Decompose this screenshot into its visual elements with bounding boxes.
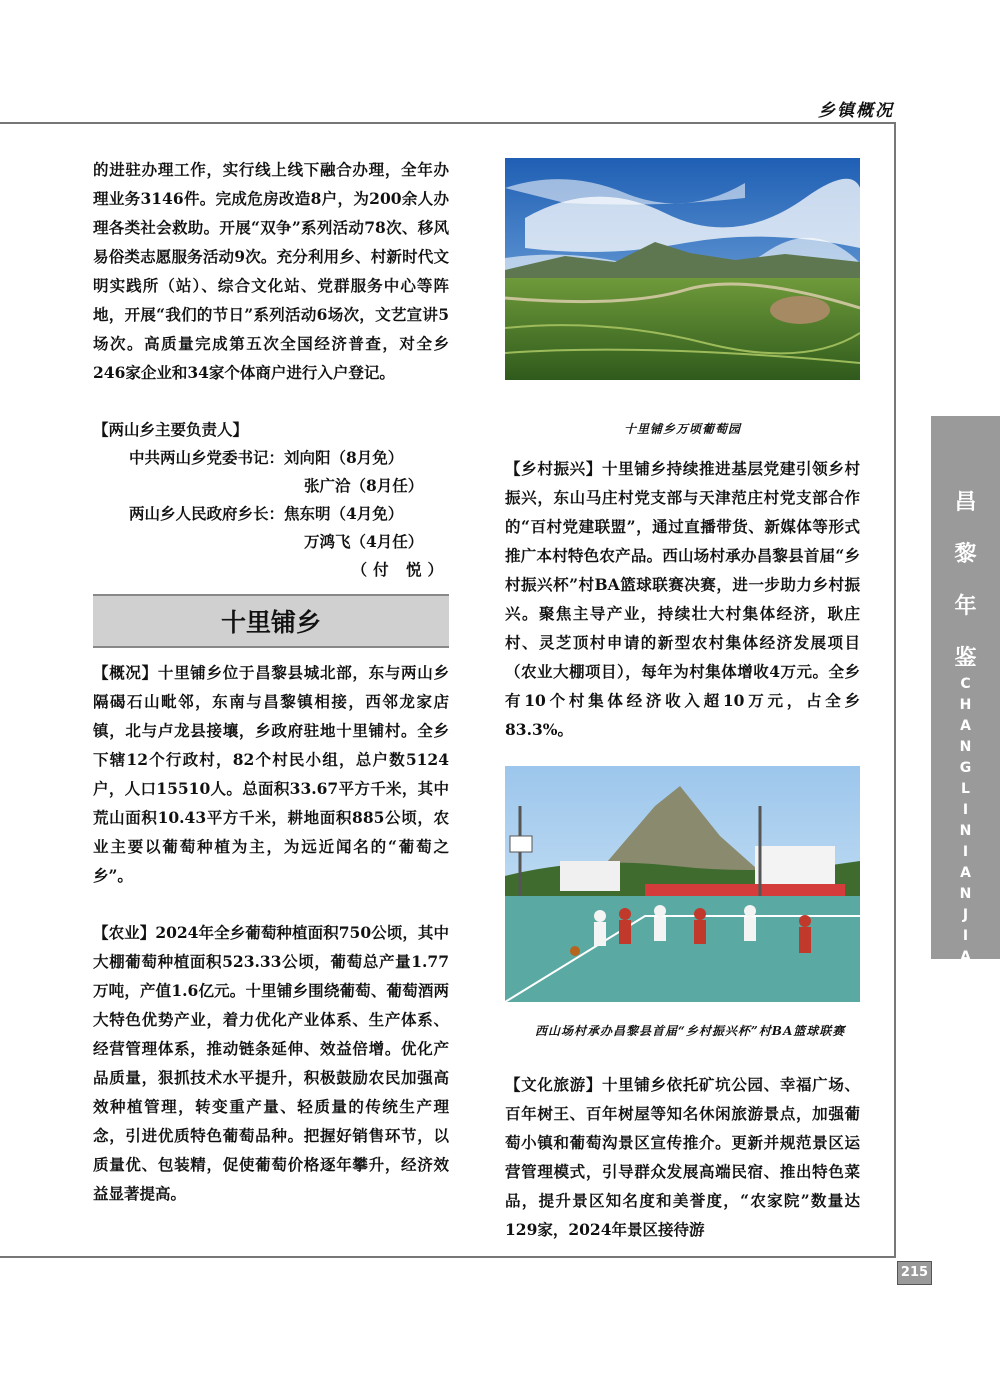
- side-tab-chinese-title: [931, 476, 1000, 684]
- leader-name: 张广洽（8月任）: [304, 476, 424, 495]
- leader-name: 刘向阳（8月免）: [284, 448, 404, 467]
- side-letter: N: [959, 970, 972, 986]
- basketball-photo: [505, 766, 860, 1002]
- side-letter: I: [962, 844, 969, 860]
- side-char: 鉴: [954, 645, 977, 671]
- overview-text: 十里铺乡位于昌黎县城北部，东与两山乡隔碣石山毗邻，东南与昌黎镇相接，西邻龙家店镇，北与卢龙县接壤，乡政府驻地十里铺村。全乡下辖12个行政村，82个村民小组，总户数5124户，人口15510人。总面积33.67平方千米，其中荒山面积10.43平方千米，耕地面积885公顷，农业主要以葡萄种植为主，为远近闻名的“葡萄之乡”。: [93, 663, 449, 885]
- top-rule: [0, 122, 896, 124]
- right-rule: [894, 122, 896, 1258]
- overview-paragraph: [93, 658, 449, 890]
- right-column: [505, 158, 860, 1244]
- side-letter: C: [960, 676, 971, 692]
- culture-paragraph: [505, 1070, 860, 1244]
- side-tab-english-title: [931, 674, 1000, 989]
- leader-role-party: 中共两山乡党委书记：: [129, 448, 285, 467]
- side-letter: H: [959, 697, 972, 713]
- overview-tag: 【概况】: [93, 663, 158, 682]
- side-letter: N: [959, 886, 972, 902]
- header-section-title: 乡镇概况: [818, 101, 894, 121]
- leader-line-4: [93, 528, 449, 556]
- culture-text: 十里铺乡依托矿坑公园、幸福广场、百年树王、百年树屋等知名休闲旅游景点，加强葡萄小镇和葡萄沟景区宣传推介。更新并规范景区运营管理模式，引导群众发展高端民宿、推出特色菜品，提升景区知名度和美誉度，“农家院”数量达129家，2024年景区接待游: [505, 1075, 860, 1239]
- leader-name: 焦东明（4月免）: [284, 504, 404, 523]
- side-letter: G: [959, 760, 972, 776]
- side-letter: N: [959, 739, 972, 755]
- leader-line-3: [93, 500, 449, 528]
- side-letter: A: [960, 718, 971, 734]
- photo1-caption: 十里铺乡万顷葡萄园: [623, 422, 741, 436]
- leaders-title: 【两山乡主要负责人】: [93, 420, 249, 439]
- side-letter: A: [960, 865, 971, 881]
- vineyard-photo: [505, 158, 860, 380]
- leader-name: 万鸿飞（4月任）: [304, 532, 424, 551]
- rural-tag: 【乡村振兴】: [505, 459, 602, 478]
- author-credit: （付 悦）: [351, 560, 449, 579]
- left-column: [93, 155, 449, 1208]
- yearbook-side-tab: [931, 416, 1000, 986]
- side-letter: J: [962, 907, 969, 923]
- photo2-caption: 西山场村承办昌黎县首届“乡村振兴杯”村BA篮球联赛: [535, 1024, 846, 1038]
- intro-paragraph: 的进驻办理工作，实行线上线下融合办理，全年办理业务3146件。完成危房改造8户，为200余人办理各类社会救助。开展“双争”系列活动78次、移风易俗类志愿服务活动9次。充分利用乡、村新时代文明实践所（站）、综合文化站、党群服务中心等阵地，开展“我们的节日”系列活动6场次，文艺宣讲5场次。高质量完成第五次全国经济普查，对全乡246家企业和34家个体商户进行入户登记。: [93, 160, 449, 382]
- side-letter: I: [962, 802, 969, 818]
- rural-text: 十里铺乡持续推进基层党建引领乡村振兴，东山马庄村党支部与天津范庄村党支部合作的“百村党建联盟”，通过直播带货、新媒体等形式推广本村特色农产品。西山场村承办昌黎县首届“乡村振兴杯”村BA篮球联赛决赛，进一步助力乡村振兴。聚焦主导产业，持续壮大村集体经济，耿庄村、灵芝顶村申请的新型农村集体经济发展项目（农业大棚项目），每年为村集体增收4万元。全乡有10个村集体经济收入超10万元，占全乡83.3%。: [505, 459, 860, 739]
- side-letter: L: [961, 781, 970, 797]
- rural-paragraph: [505, 454, 860, 744]
- bottom-rule: [0, 1256, 896, 1258]
- leader-line-2: [93, 472, 449, 500]
- agriculture-text: 2024年全乡葡萄种植面积750公顷，其中大棚葡萄种植面积523.33公顷，葡萄总产量1.77万吨，产值1.6亿元。十里铺乡围绕葡萄、葡萄酒两大特色优势产业，着力优化产业体系、生产体系、经营管理体系，推动链条延伸、效益倍增。优化产品质量，狠抓技术水平提升，积极鼓励农民加强高效种植管理，转变重产量、轻质量的传统生产理念，引进优质特色葡萄品种。把握好销售环节，以质量优、包装精，促使葡萄价格逐年攀升，经济效益显著提高。: [93, 923, 449, 1203]
- side-letter: I: [962, 928, 969, 944]
- side-char: 黎: [954, 541, 977, 567]
- side-char: 昌: [954, 489, 977, 515]
- leader-line-1: [93, 444, 449, 472]
- section-banner: 十里铺乡: [93, 594, 449, 648]
- side-char: 年: [954, 593, 977, 619]
- agriculture-tag: 【农业】: [93, 923, 156, 942]
- side-letter: N: [959, 823, 972, 839]
- agriculture-paragraph: [93, 918, 449, 1208]
- page-number: 215: [897, 1261, 932, 1285]
- leaders-block: [93, 415, 449, 584]
- culture-tag: 【文化旅游】: [505, 1075, 602, 1094]
- leader-role-government: 两山乡人民政府乡长：: [129, 504, 285, 523]
- side-letter: A: [960, 949, 971, 965]
